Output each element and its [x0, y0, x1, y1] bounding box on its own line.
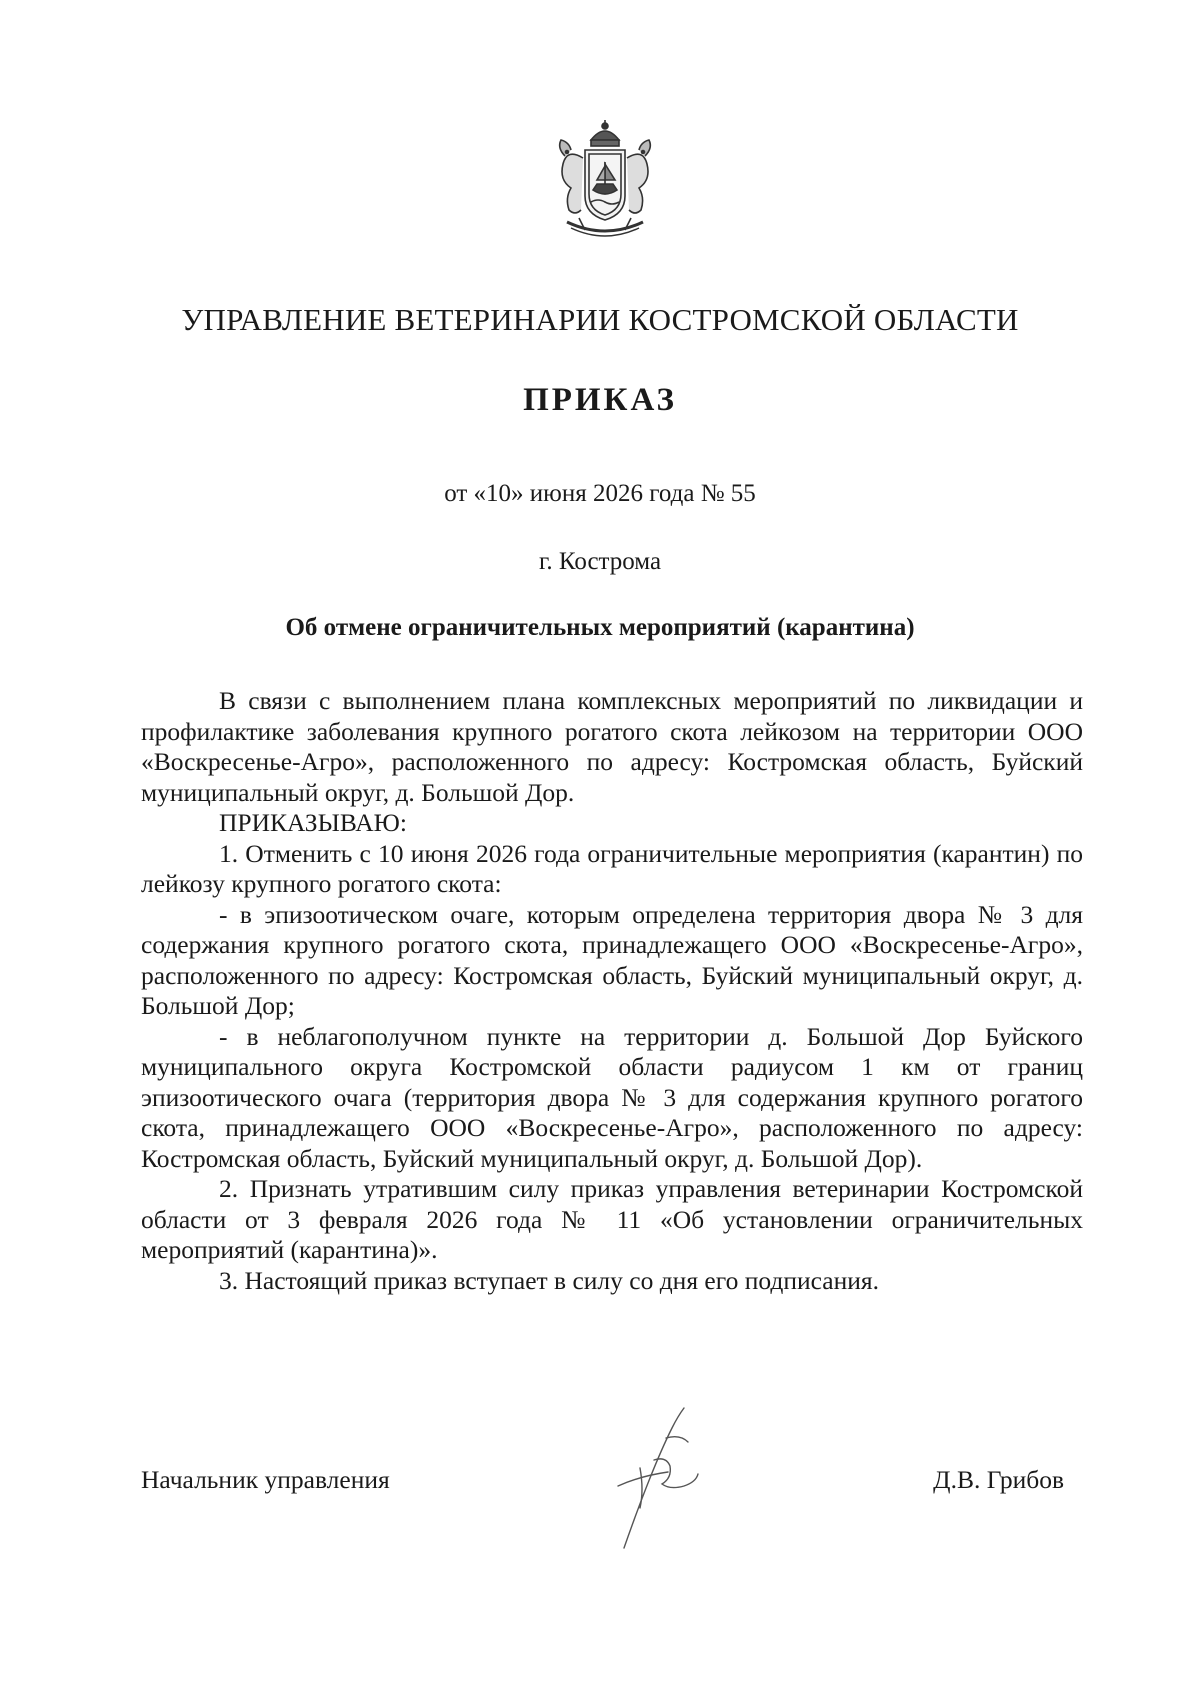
item-1-sub-2: - в неблагополучном пункте на территории д. Большой Дор Буйского муниципального округа Костромской области радиусом 1 км от границ эпизоотического очага (территория двора № 3 для содержания крупного рогатого скота, принадлежащего ООО «Воскресенье-Агро», расположенного по адресу: Костромская область, Буйский муниципальный округ, д. Большой Дор). — [141, 1021, 1083, 1173]
coat-of-arms-icon — [545, 118, 665, 246]
city-line: г. Кострома — [538, 548, 662, 575]
signatory-position: Начальник управления — [141, 1465, 390, 1494]
preamble-paragraph: В связи с выполнением плана комплексных мероприятий по ликвидации и профилактике заболевания крупного рогатого скота лейкозом на территории ООО «Воскресенье-Агро», расположенного по адресу: Костромская область, Буйский муниципальный округ, д. Большой Дор. — [141, 686, 1083, 807]
document-subject: Об отмене ограничительных мероприятий (карантина) — [285, 614, 915, 641]
date-line: от «10» июня 2026 года № 55 — [444, 480, 756, 507]
document-body — [141, 686, 1083, 1296]
item-2: 2. Признать утратившим силу приказ управления ветеринарии Костромской области от 3 февраля 2026 года № 11 «Об установлении ограничительных мероприятий (карантина)». — [141, 1174, 1083, 1264]
item-1-sub-1: - в эпизоотическом очаге, которым определена территория двора № 3 для содержания крупного рогатого скота, принадлежащего ООО «Воскресенье-Агро», расположенного по адресу: Костромская область, Буйский муниципальный округ, д. Большой Дор; — [141, 899, 1083, 1020]
signatory-name: Д.В. Грибов — [933, 1465, 1064, 1494]
document-type: ПРИКАЗ — [523, 382, 677, 418]
organization-title: УПРАВЛЕНИЕ ВЕТЕРИНАРИИ КОСТРОМСКОЙ ОБЛАСТИ — [181, 302, 1019, 337]
item-3: 3. Настоящий приказ вступает в силу со дня его подписания. — [219, 1265, 879, 1295]
order-word: ПРИКАЗЫВАЮ: — [219, 808, 407, 837]
item-1: 1. Отменить с 10 июня 2026 года ограничительные мероприятия (карантин) по лейкозу крупного рогатого скота: — [141, 838, 1083, 898]
handwritten-signature — [610, 1398, 720, 1558]
